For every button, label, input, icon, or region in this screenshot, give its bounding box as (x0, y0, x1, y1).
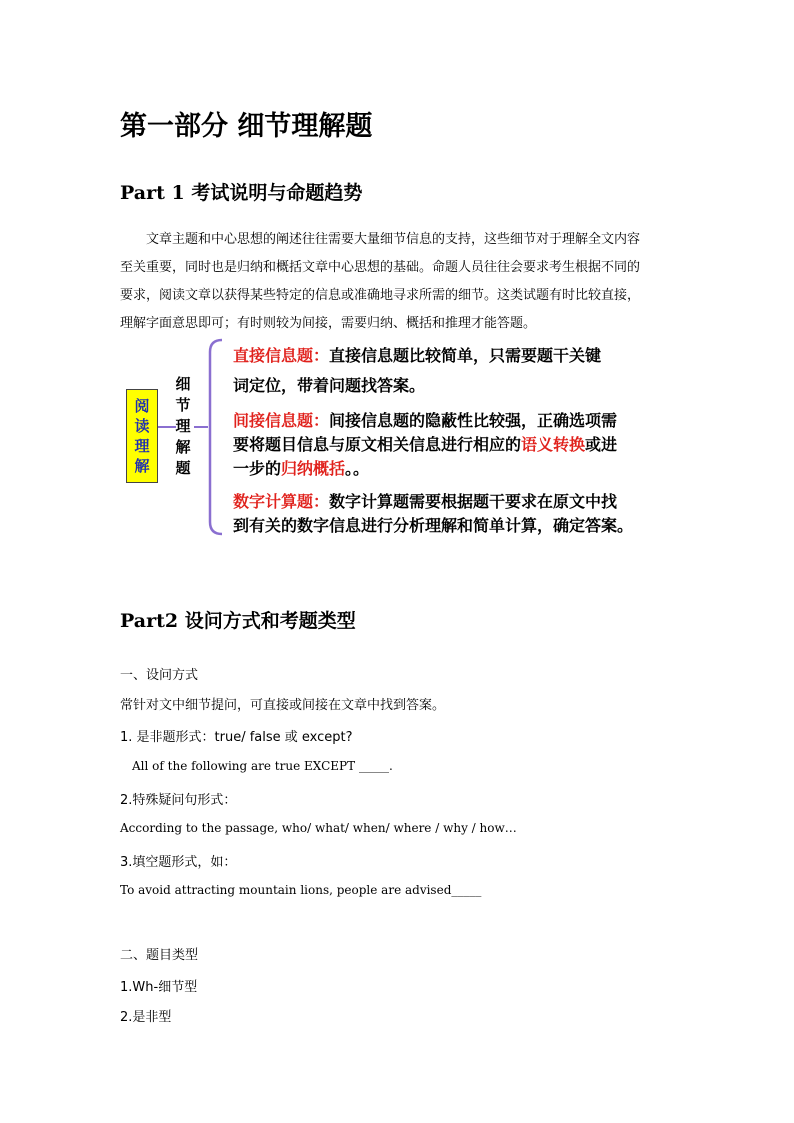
branch-number (233, 490, 723, 538)
root-char: 理 (134, 437, 150, 455)
sub-char: 细 (175, 375, 191, 393)
list-item: 3.填空题形式，如： (120, 855, 237, 870)
root-char: 解 (134, 457, 150, 475)
bracket-line (210, 340, 222, 534)
branch-direct (233, 344, 703, 398)
highlight-text: 归纳概括 (281, 459, 346, 478)
section-heading: 二、题目类型 (120, 948, 199, 963)
branch-label: 数字计算题： (233, 492, 330, 511)
page-title: 第一部分 细节理解题 (120, 111, 373, 142)
branch-text: 。。 (345, 459, 370, 478)
branch-text: 直接信息题比较简单，只需要题干关键 (329, 346, 602, 365)
list-item: 2.特殊疑问句形式： (120, 793, 237, 808)
root-char: 读 (134, 417, 150, 435)
sub-char: 节 (175, 396, 191, 414)
part2-heading: Part2 设问方式和考题类型 (120, 610, 356, 632)
section-heading: 一、设问方式 (120, 668, 199, 683)
example-text: To avoid attracting mountain lions, people are advised_____ (120, 883, 482, 897)
example-text: According to the passage, who/ what/ when/ where / why / how… (120, 821, 517, 835)
sub-char: 题 (175, 459, 191, 477)
mindmap-sub-label (172, 374, 194, 479)
intro-text: 常针对文中细节提问，可直接或间接在文章中找到答案。 (120, 698, 446, 713)
root-char: 阅 (134, 397, 150, 415)
branch-text: 要将题目信息与原文相关信息进行相应的 (233, 435, 522, 454)
branch-text: 到有关的数字信息进行分析理解和简单计算，确定答案。 (233, 516, 634, 535)
branch-text: 一步的 (233, 459, 282, 478)
part1-heading: Part 1 考试说明与命题趋势 (120, 182, 363, 204)
list-item: 1. 是非题形式：true/ false 或 except? (120, 730, 353, 745)
sub-char: 解 (175, 438, 191, 456)
paragraph-line: 理解字面意思即可；有时则较为间接，需要归纳、概括和推理才能答题。 (120, 316, 537, 331)
branch-text: 或进 (585, 435, 618, 454)
paragraph-line: 文章主题和中心思想的阐述往往需要大量细节信息的支持，这些细节对于理解全文内容 (146, 232, 641, 247)
branch-text: 间接信息题的隐蔽性比较强，正确选项需 (329, 411, 618, 430)
example-text: All of the following are true EXCEPT _____. (132, 759, 393, 773)
branch-text: 数字计算题需要根据题干要求在原文中找 (329, 492, 618, 511)
paragraph-line: 要求，阅读文章以获得某些特定的信息或准确地寻求所需的细节。这类试题有时比较直接， (120, 288, 641, 303)
branch-text: 词定位，带着问题找答案。 (233, 376, 426, 395)
part1-paragraph (120, 226, 692, 338)
branch-indirect (233, 409, 713, 481)
highlight-text: 语义转换 (521, 435, 586, 454)
list-item: 1.Wh-细节型 (120, 980, 198, 995)
branch-label: 直接信息题： (233, 346, 330, 365)
paragraph-line: 至关重要，同时也是归纳和概括文章中心思想的基础。命题人员往往会要求考生根据不同的 (120, 260, 641, 275)
list-item: 2.是非型 (120, 1010, 172, 1025)
branch-label: 间接信息题： (233, 411, 330, 430)
sub-char: 理 (175, 417, 191, 435)
